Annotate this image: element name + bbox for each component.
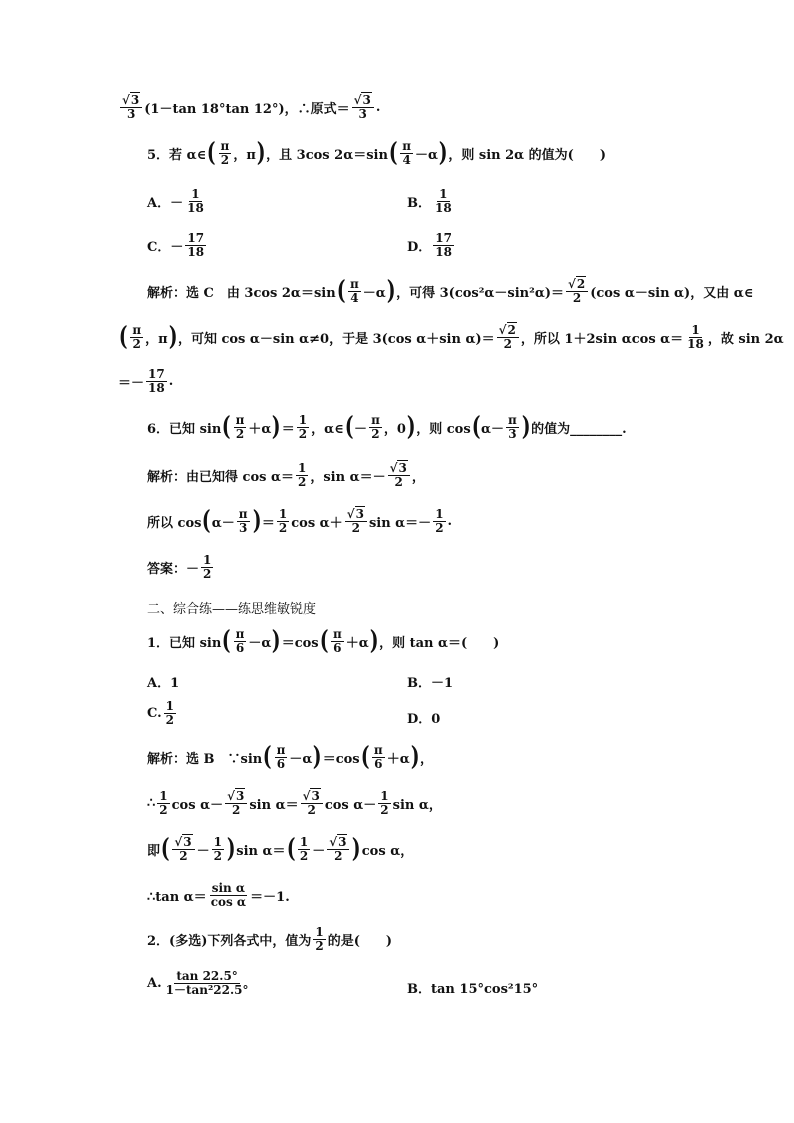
q5-option-b: B． $\frac{1}{18}$ bbox=[407, 187, 452, 215]
s1-option-a: A．1 bbox=[147, 676, 180, 691]
s1-option-b: B．－1 bbox=[407, 676, 454, 691]
q6-solution-line2: 所以 cos ( α－ $\frac{\pi}{3}$ ) ＝ $\frac{1}{2}$ cos α＋ $\frac{√3}{2}$ sin α＝－ $\frac{1}{2}$ . bbox=[147, 506, 453, 537]
q6-solution-line1: 解析： 由已知得 cos α＝ $\frac{1}{2}$ ，sin α＝－ $\frac{√3}{2}$ ， bbox=[147, 461, 425, 489]
s1-solution-line1: 解析： 选 B ∵sin ( $\frac{\pi}{6}$ －α ) ＝cos ( $\frac{\pi}{6}$ ＋α ) ， bbox=[147, 742, 434, 773]
s1-solution-line3: 即 ( $\frac{√3}{2}$ － $\frac{1}{2}$ ) sin α＝ ( $\frac{1}{2}$ － $\frac{√3}{2}$ ) cos α， bbox=[147, 834, 414, 865]
q5-solution-line2: ( $\frac{\pi}{2}$ ，π ) ，可知 cos α－sin α≠0，于是 3(cos α＋sin α)＝ $\frac{√2}{2}$ ，所以 1＋2sin αcos α＝ $\frac{1}{18}$ ，故 sin 2α bbox=[118, 322, 784, 353]
s1-solution-line2: ∴ $\frac{1}{2}$ cos α－ $\frac{√3}{2}$ sin α＝ $\frac{√3}{2}$ cos α－ $\frac{1}{2}$ sin α， bbox=[147, 789, 442, 817]
q5-option-c: C．－ $\frac{17}{18}$ bbox=[147, 231, 205, 259]
s2-option-b: B．tan 15°cos²15° bbox=[407, 982, 539, 997]
q5-option-d: D． $\frac{17}{18}$ bbox=[407, 231, 452, 259]
q5-solution-line1: 解析： 选 C 由 3cos 2α＝sin ( $\frac{\pi}{4}$ －α ) ，可得 3(cos²α－sin²α)＝ $\frac{√2}{2}$ (cos α－sin α)，又由 α∈ bbox=[147, 276, 754, 307]
q5-option-a: A．－ $\frac{1}{18}$ bbox=[147, 187, 204, 215]
q5-solution-line3: ＝－ $\frac{17}{18}$ . bbox=[118, 367, 174, 395]
s1-option-d: D．0 bbox=[407, 712, 441, 727]
s2-option-a: A. $\frac{\tan 22.5^\circ}{\text{1－tan²22.5°}}$ bbox=[147, 969, 249, 997]
s1-option-c: C. $\frac{1}{2}$ bbox=[147, 699, 175, 727]
q5-stem: 5．若 α∈ ( $\frac{\pi}{2}$ ，π ) ，且 3cos 2α＝sin ( $\frac{\pi}{4}$ －α ) ，则 sin 2α 的值为( ) bbox=[147, 138, 606, 169]
s1-stem: 1．已知 sin ( $\frac{\pi}{6}$ －α ) ＝cos ( $\frac{\pi}{6}$ ＋α ) ，则 tan α＝( ) bbox=[147, 626, 500, 657]
s1-solution-line4: ∴tan α＝ $\frac{\text{sin α}}{\text{cos α}}$ ＝－1. bbox=[147, 881, 290, 909]
carry-over-line: $\frac{√3}{3}$ (1－tan 18°tan 12°)，∴原式＝ $\frac{√3}{3}$ . bbox=[122, 93, 381, 121]
q6-stem: 6．已知 sin ( $\frac{\pi}{2}$ ＋α ) ＝ $\frac{1}{2}$ ，α∈ ( － $\frac{\pi}{2}$ ，0 ) ，则 cos ( α－ $\frac{\pi}{3}$ ) 的值为________. bbox=[147, 412, 627, 443]
section-title: 二、综合练——练思维敏锐度 bbox=[147, 602, 317, 617]
q6-answer: 答案： － $\frac{1}{2}$ bbox=[147, 553, 212, 581]
s2-stem: 2．(多选)下列各式中，值为 $\frac{1}{2}$ 的是( ) bbox=[147, 925, 393, 953]
